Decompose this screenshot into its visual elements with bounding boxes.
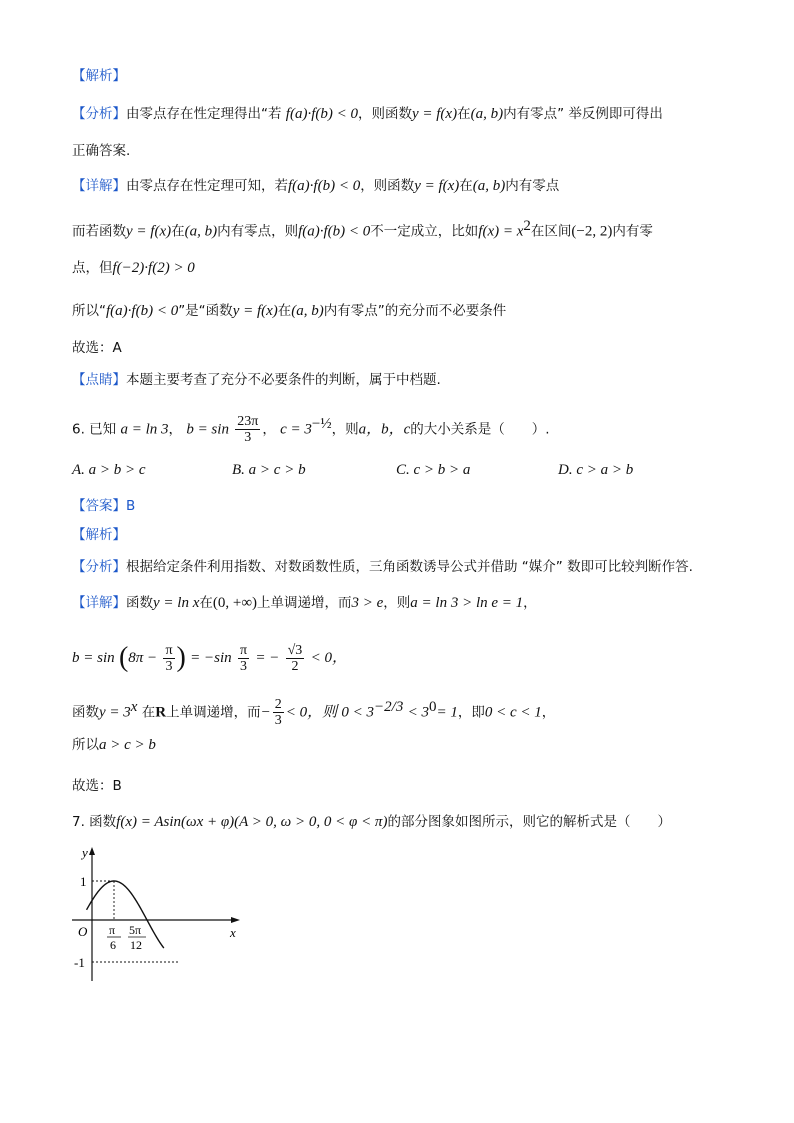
x-axis-arrow (231, 917, 240, 923)
er-line: 而若函数y = f(x)在(a, b)内有零点，则f(a)·f(b) < 0不一定成立，比如$f(x) = x^2$在区间(−2, 2)内有零 (72, 218, 653, 240)
dianjing-tag: 【点睛】 (72, 372, 126, 388)
dianjing-line: 【点睛】本题主要考查了充分不必要条件的判断，属于中档题. (72, 372, 441, 388)
q6-jiexi: 【解析】 (72, 527, 126, 543)
xiangjie-tag: 【详解】 (72, 178, 126, 194)
q6-stem: 6. 已知 a = ln 3， b = sin $\frac{23\pi}{3}$ ， $c = 3^{-\frac{1}{2}}$，则a，b，c的大小关系是（ ）. (72, 414, 550, 445)
label-six: 6 (110, 938, 116, 952)
dian-line: 点，但f(−2)·f(2) > 0 (72, 260, 195, 276)
fenxi-line-2: 正确答案. (72, 143, 131, 159)
label-x: x (230, 925, 236, 940)
q6-option-c: C. c > b > a (396, 462, 471, 478)
y-axis-arrow (89, 847, 95, 855)
guxuan-a: 故选：A (72, 340, 122, 356)
jiexi-tag: 【解析】 (72, 68, 126, 84)
suoyi-line: 所以“f(a)·f(b) < 0”是“函数y = f(x)在(a, b)内有零点”的充分而不必要条件 (72, 303, 507, 319)
q6-fenxi: 【分析】根据给定条件利用指数、对数函数性质，三角函数诱导公式并借助 “媒介” 数即可比较判断作答. (72, 559, 693, 575)
fenxi-tag: 【分析】 (72, 106, 126, 122)
label-twelve: 12 (130, 938, 142, 952)
label-origin: O (78, 924, 88, 939)
label-pi-num: π (109, 923, 116, 937)
sine-curve (87, 881, 164, 948)
frac-23pi-3: $\frac{23\pi}{3}$ (237, 414, 259, 445)
guxuan-b: 故选：B (72, 778, 122, 794)
q7-stem: 7. 函数f(x) = Asin(ωx + φ)(A > 0, ω > 0, 0 < φ < π)的部分图象如图所示，则它的解析式是（ ） (72, 814, 671, 830)
xiangjie-line: 【详解】由零点存在性定理可知，若f(a)·f(b) < 0，则函数y = f(x)在(a, b)内有零点 (72, 178, 560, 194)
label-one: 1 (80, 874, 87, 889)
q6-exp-line: 函数$y = 3^x$ 在R上单调递增，而− $\frac{2}{3}$ < 0，则 $0 < 3^{-2/3} < 3^0= 1$，即0 < c < 1， (72, 697, 556, 728)
label-y: y (82, 845, 88, 860)
q6-option-d: D. c > a > b (558, 462, 634, 478)
label-neg-one: -1 (74, 955, 85, 970)
q6-xiangjie: 【详解】函数y = ln x在(0, +∞)上单调递增，而3 > e，则a = ln 3 > ln e = 1， (72, 595, 537, 611)
q6-b-line: b = sin (8π − $\frac{\pi}{3}$ ) = −sin $\frac{\pi}{3}$ = − $\frac{√3}{2}$ < 0， (72, 642, 347, 674)
q6-suoyi: 所以a > c > b (72, 737, 156, 753)
q6-option-a: A. a > b > c (72, 462, 146, 478)
fenxi-line: 【分析】由零点存在性定理得出“若 f(a)·f(b) < 0，则函数y = f(x)在(a, b)内有零点” 举反例即可得出 (72, 106, 663, 122)
q6-answer: 【答案】B (72, 498, 136, 514)
label-5pi-num: 5π (129, 923, 142, 937)
sine-graph (68, 845, 248, 985)
q6-option-b: B. a > c > b (232, 462, 306, 478)
jiexi-heading (72, 66, 126, 86)
